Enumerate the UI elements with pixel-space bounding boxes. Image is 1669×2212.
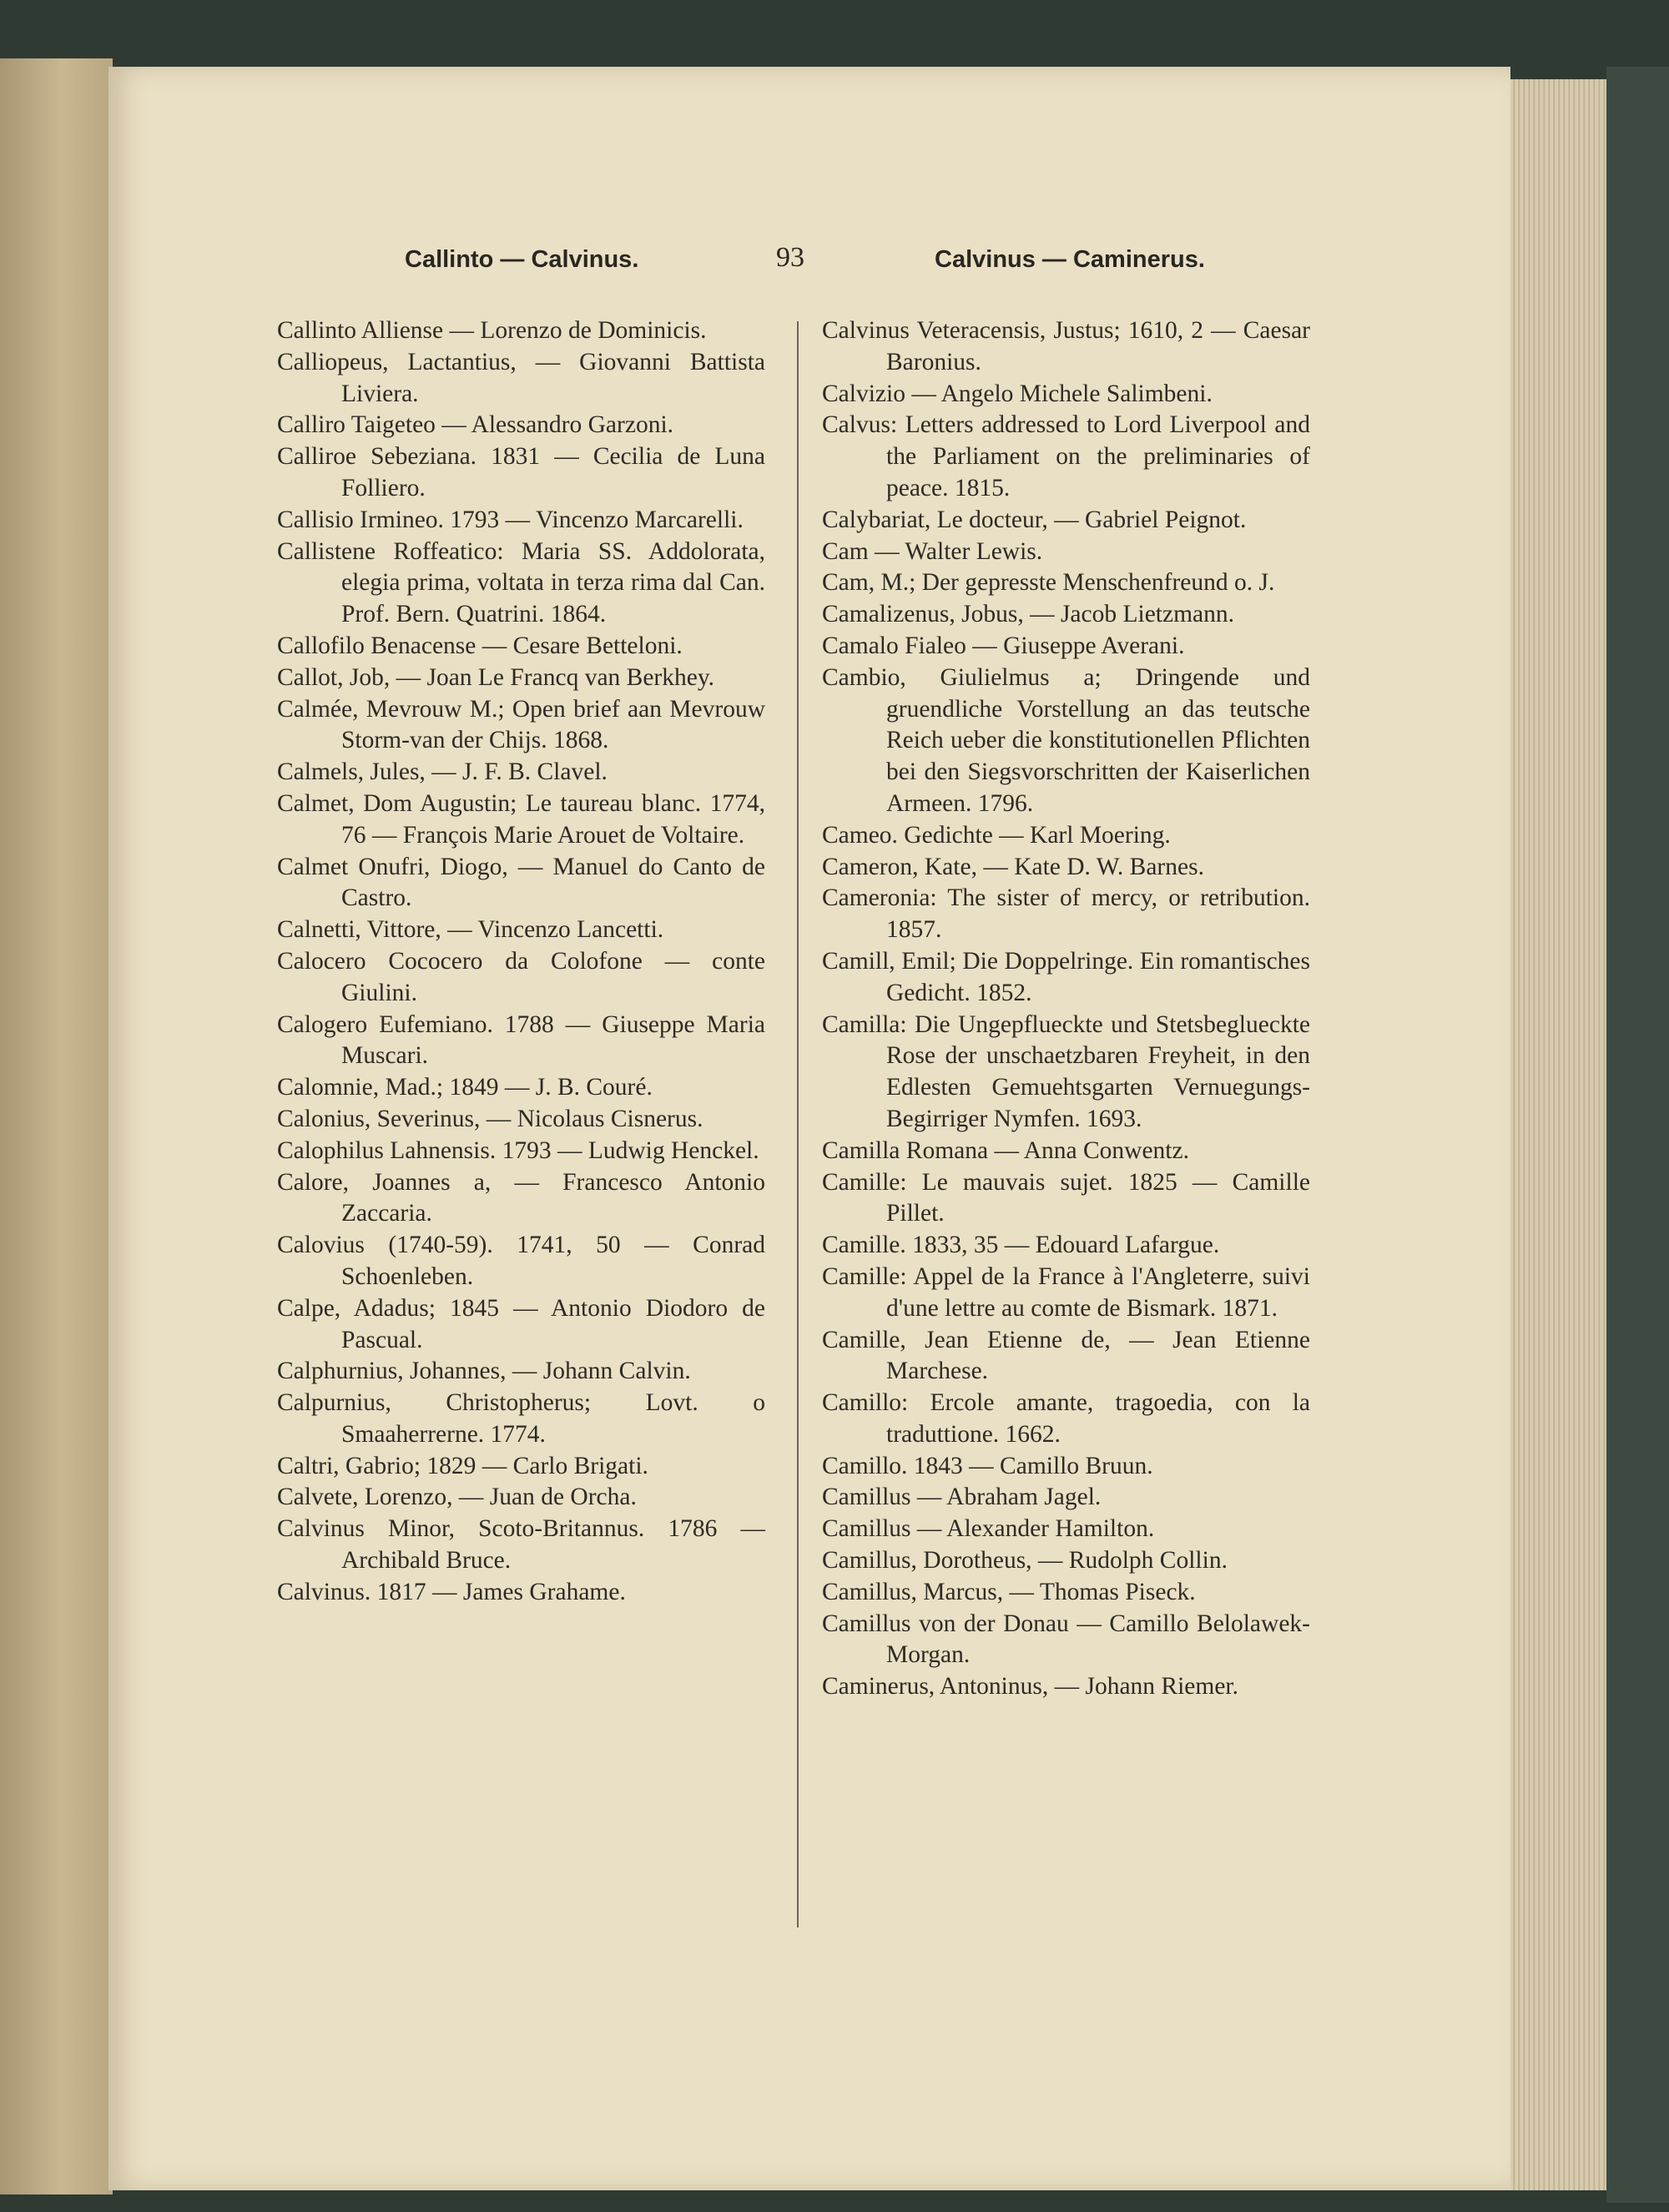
facing-page-edge <box>0 58 113 2194</box>
index-entry: Calovius (1740-59). 1741, 50 — Conrad Schoenleben. <box>277 1232 765 1290</box>
index-entry: Callinto Alliense — Lorenzo de Dominicis. <box>277 317 707 344</box>
index-entry: Cameronia: The sister of mercy, or retribution. 1857. <box>822 884 1310 944</box>
index-entry: Camillo: Ercole amante, tragoedia, con la traduttione. 1662. <box>822 1389 1310 1448</box>
index-entry: Calvizio — Angelo Michele Salimbeni. <box>822 380 1213 407</box>
index-entry: Calmet, Dom Augustin; Le taureau blanc. 1774, 76 — François Marie Arouet de Voltaire. <box>277 789 765 849</box>
index-entry: Camille. 1833, 35 — Edouard Lafargue. <box>822 1232 1220 1259</box>
index-entry: Calvete, Lorenzo, — Juan de Orcha. <box>277 1484 637 1511</box>
index-entry: Cam — Walter Lewis. <box>822 537 1043 565</box>
index-entry: Calogero Eufemiano. 1788 — Giuseppe Maria Muscari. <box>277 1010 765 1070</box>
index-entry: Calphurnius, Johannes, — Johann Calvin. <box>277 1358 691 1385</box>
index-entry: Calvinus Minor, Scoto-Britannus. 1786 — Archibald Bruce. <box>277 1515 765 1575</box>
running-head-right: Calvinus — Caminerus. <box>935 246 1205 273</box>
index-entry: Calpurnius, Christopherus; Lovt. o Smaaherrerne. 1774. <box>277 1389 765 1448</box>
index-entry: Calomnie, Mad.; 1849 — J. B. Couré. <box>277 1074 653 1101</box>
index-entry: Camille: Appel de la France à l'Angleterre, suivi d'une lettre au comte de Bismark. 1871. <box>822 1262 1310 1322</box>
index-entry: Calliroe Sebeziana. 1831 — Cecilia de Luna Folliero. <box>277 443 765 501</box>
index-entry: Calybariat, Le docteur, — Gabriel Peignot. <box>822 506 1247 533</box>
index-entry: Callistene Roffeatico: Maria SS. Addolorata, elegia prima, voltata in terza rima dal Can. Prof. Bern. Quatrini. 1864. <box>277 537 765 628</box>
index-entry: Camillo. 1843 — Camillo Bruun. <box>822 1452 1153 1479</box>
index-entry: Callot, Job, — Joan Le Francq van Berkhey. <box>277 663 715 691</box>
index-entry: Cambio, Giulielmus a; Dringende und gruendliche Vorstellung an das teutsche Reich ueber die konstitutionellen Pflichten bei den Siegsvorschritten der Kaiserlichen Armeen. 1796. <box>822 663 1310 817</box>
index-entry: Calvus: Letters addressed to Lord Liverpool and the Parliament on the preliminaries of peace. 1815. <box>822 411 1310 501</box>
index-entry: Camillus — Abraham Jagel. <box>822 1484 1102 1511</box>
index-entry: Calpe, Adadus; 1845 — Antonio Diodoro de Pascual. <box>277 1294 765 1353</box>
index-entry: Cameo. Gedichte — Karl Moering. <box>822 821 1171 849</box>
index-entry: Camalo Fialeo — Giuseppe Averani. <box>822 632 1185 659</box>
index-entry: Camilla: Die Ungepflueckte und Stetsbeglueckte Rose der unschaetzbaren Freyheit, in den Edlesten Gemuehtsgarten Vernuegungs-Begirriger Nymfen. 1693. <box>822 1010 1310 1132</box>
index-entry: Camilla Romana — Anna Conwentz. <box>822 1136 1189 1164</box>
index-entry: Calliopeus, Lactantius, — Giovanni Battista Liviera. <box>277 348 765 407</box>
index-entry: Cam, M.; Der gepresste Menschenfreund o. J. <box>822 569 1275 597</box>
index-entry: Calnetti, Vittore, — Vincenzo Lancetti. <box>277 916 664 944</box>
index-entry: Camill, Emil; Die Doppelringe. Ein romantisches Gedicht. 1852. <box>822 947 1310 1006</box>
index-entry: Camalizenus, Jobus, — Jacob Lietzmann. <box>822 601 1235 628</box>
index-entry: Calocero Cococero da Colofone — conte Giulini. <box>277 947 765 1006</box>
running-head-left: Callinto — Calvinus. <box>405 246 639 273</box>
index-entry: Camille: Le mauvais sujet. 1825 — Camille Pillet. <box>822 1168 1310 1227</box>
index-entry: Callofilo Benacense — Cesare Betteloni. <box>277 632 683 659</box>
column-divider <box>797 321 799 1927</box>
index-entry: Calore, Joannes a, — Francesco Antonio Zaccaria. <box>277 1168 765 1227</box>
index-entry: Calvinus. 1817 — James Grahame. <box>277 1578 626 1605</box>
index-entry: Calvinus Veteracensis, Justus; 1610, 2 — Caesar Baronius. <box>822 317 1310 375</box>
right-column <box>822 315 1310 1703</box>
index-entry: Calmée, Mevrouw M.; Open brief aan Mevrouw Storm-van der Chijs. 1868. <box>277 695 765 754</box>
index-entry: Calmet Onufri, Diogo, — Manuel do Canto de Castro. <box>277 853 765 912</box>
index-entry: Camillus von der Donau — Camillo Belolawek-Morgan. <box>822 1610 1310 1669</box>
index-entry: Camillus — Alexander Hamilton. <box>822 1515 1155 1543</box>
page-stack-edge <box>1510 79 1611 2190</box>
index-entry: Callisio Irmineo. 1793 — Vincenzo Marcarelli. <box>277 506 744 533</box>
index-entry: Caltri, Gabrio; 1829 — Carlo Brigati. <box>277 1452 648 1479</box>
index-entry: Camillus, Dorotheus, — Rudolph Collin. <box>822 1547 1228 1575</box>
index-entry: Calmels, Jules, — J. F. B. Clavel. <box>277 758 608 786</box>
index-entry: Calophilus Lahnensis. 1793 — Ludwig Henckel. <box>277 1136 759 1164</box>
index-entry: Caminerus, Antoninus, — Johann Riemer. <box>822 1673 1239 1701</box>
index-entry: Calonius, Severinus, — Nicolaus Cisnerus. <box>277 1105 703 1132</box>
left-column <box>277 315 765 1609</box>
index-entry: Cameron, Kate, — Kate D. W. Barnes. <box>822 853 1204 880</box>
index-entry: Calliro Taigeteo — Alessandro Garzoni. <box>277 411 674 439</box>
index-entry: Camille, Jean Etienne de, — Jean Etienne Marchese. <box>822 1326 1310 1385</box>
page-number: 93 <box>776 242 804 273</box>
book-cover-edge <box>1606 67 1669 2203</box>
index-entry: Camillus, Marcus, — Thomas Piseck. <box>822 1578 1196 1605</box>
